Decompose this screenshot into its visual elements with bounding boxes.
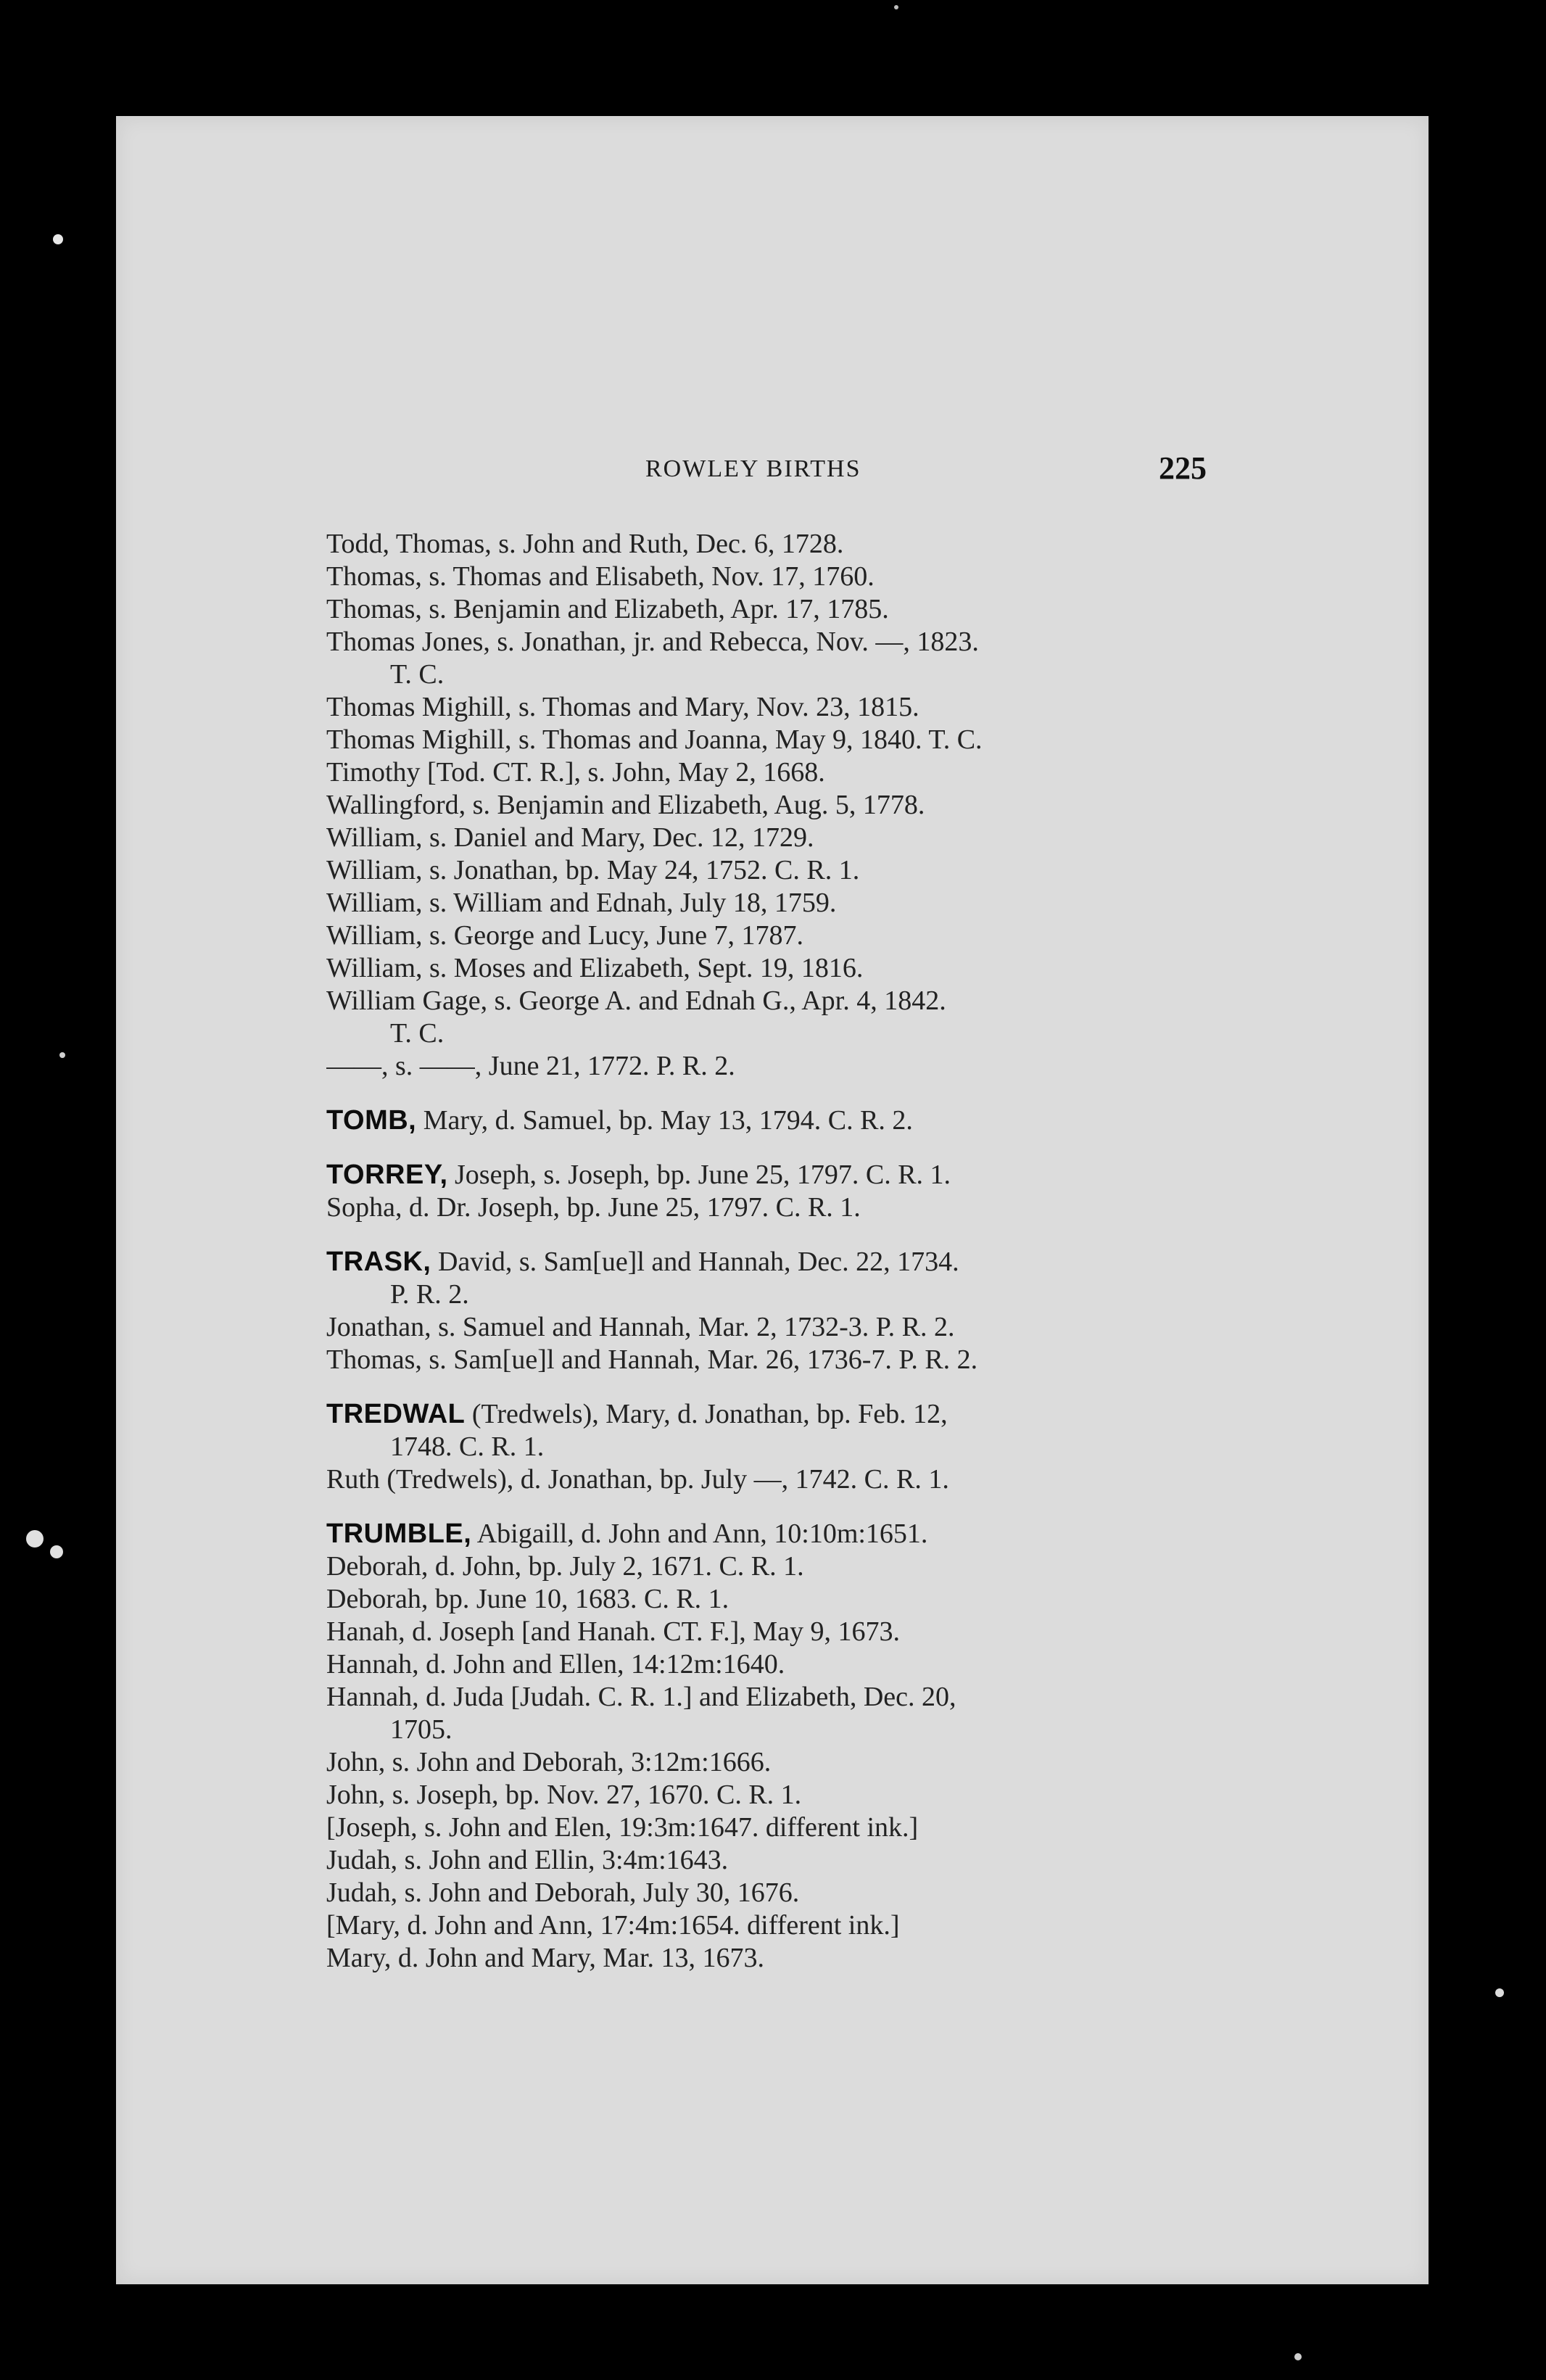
entry-line bbox=[326, 1344, 1356, 1376]
entry-text: Judah, s. John and Deborah, July 30, 1676. bbox=[326, 1877, 800, 1908]
surname-heading: TRASK, bbox=[326, 1247, 431, 1277]
surname-heading: TORREY, bbox=[326, 1160, 448, 1190]
entry-line bbox=[326, 1017, 1356, 1050]
entry-text: Judah, s. John and Ellin, 3:4m:1643. bbox=[326, 1845, 729, 1875]
entry-text: Ruth (Tredwels), d. Jonathan, bp. July —, 1742. C. R. 1. bbox=[326, 1464, 949, 1495]
entry-text: William, s. Jonathan, bp. May 24, 1752. C. R. 1. bbox=[326, 855, 860, 885]
entry-text: Todd, Thomas, s. John and Ruth, Dec. 6, 1728. bbox=[326, 529, 844, 559]
page-number: 225 bbox=[1159, 450, 1207, 486]
entry-text: William, s. Moses and Elizabeth, Sept. 19, 1816. bbox=[326, 953, 864, 983]
entry-text: William, s. George and Lucy, June 7, 1787. bbox=[326, 920, 804, 951]
entry-text: Timothy [Tod. CT. R.], s. John, May 2, 1668. bbox=[326, 757, 825, 788]
entry-line bbox=[326, 756, 1356, 789]
entry-line bbox=[326, 593, 1356, 626]
entry-line bbox=[326, 1550, 1356, 1583]
entry-text: Abigaill, d. John and Ann, 10:10m:1651. bbox=[471, 1519, 928, 1549]
entry-line bbox=[326, 1191, 1356, 1224]
entry-text: Joseph, s. Joseph, bp. June 25, 1797. C. R. 1. bbox=[447, 1160, 951, 1190]
surname-heading: TOMB, bbox=[326, 1105, 417, 1136]
entry-line bbox=[326, 854, 1356, 887]
entry-line bbox=[326, 1159, 1356, 1191]
entry-line bbox=[326, 1616, 1356, 1648]
entry-line bbox=[326, 724, 1356, 756]
entry-line bbox=[326, 561, 1356, 593]
entry-line bbox=[326, 528, 1356, 561]
entry-text: William, s. William and Ednah, July 18, 1759. bbox=[326, 888, 837, 918]
speck-left-2 bbox=[26, 1530, 44, 1548]
entry-text: (Tredwels), Mary, d. Jonathan, bp. Feb. 12, bbox=[465, 1399, 948, 1429]
entry-line bbox=[326, 1909, 1356, 1942]
entry-line bbox=[326, 985, 1356, 1017]
entry-list bbox=[326, 528, 1356, 1975]
entry-text: [Joseph, s. John and Elen, 19:3m:1647. different ink.] bbox=[326, 1812, 919, 1843]
surname-heading: TRUMBLE, bbox=[326, 1519, 472, 1549]
running-head: ROWLEY BIRTHS bbox=[645, 455, 861, 482]
entry-line bbox=[326, 1278, 1356, 1311]
speck-left-1 bbox=[53, 234, 63, 244]
speck-bottom-1 bbox=[1294, 2353, 1302, 2360]
speck-left-4 bbox=[59, 1052, 65, 1058]
entry-text: P. R. 2. bbox=[390, 1279, 469, 1310]
book-page bbox=[116, 116, 1429, 2284]
entry-line bbox=[326, 1779, 1356, 1811]
entry-line bbox=[326, 691, 1356, 724]
entry-text: Thomas, s. Sam[ue]l and Hannah, Mar. 26, 1736-7. P. R. 2. bbox=[326, 1344, 978, 1375]
entry-text: Jonathan, s. Samuel and Hannah, Mar. 2, 1732-3. P. R. 2. bbox=[326, 1312, 955, 1342]
entry-text: David, s. Sam[ue]l and Hannah, Dec. 22, 1734. bbox=[431, 1247, 959, 1277]
speck-right-1 bbox=[1495, 1988, 1504, 1997]
entry-text: Thomas Mighill, s. Thomas and Joanna, May 9, 1840. T. C. bbox=[326, 724, 983, 755]
entry-line bbox=[326, 952, 1356, 985]
page-header bbox=[116, 450, 1429, 496]
entry-line bbox=[326, 1844, 1356, 1877]
entry-text: Hannah, d. John and Ellen, 14:12m:1640. bbox=[326, 1649, 785, 1679]
entry-text: Thomas Mighill, s. Thomas and Mary, Nov. 23, 1815. bbox=[326, 692, 919, 722]
entry-line bbox=[326, 1648, 1356, 1681]
entry-line bbox=[326, 1518, 1356, 1550]
entry-line bbox=[326, 1942, 1356, 1975]
entry-text: 1748. C. R. 1. bbox=[390, 1431, 545, 1462]
entry-text: Mary, d. Samuel, bp. May 13, 1794. C. R. 2. bbox=[416, 1105, 913, 1136]
entry-text: ——, s. ——, June 21, 1772. P. R. 2. bbox=[326, 1051, 735, 1081]
entry-line bbox=[326, 1311, 1356, 1344]
entry-text: Thomas, s. Benjamin and Elizabeth, Apr. 17, 1785. bbox=[326, 594, 889, 624]
surname-heading: TREDWAL bbox=[326, 1399, 466, 1429]
entry-line bbox=[326, 1811, 1356, 1844]
entry-line bbox=[326, 1714, 1356, 1746]
entry-line bbox=[326, 658, 1356, 691]
entry-text: John, s. Joseph, bp. Nov. 27, 1670. C. R. 1. bbox=[326, 1780, 802, 1810]
entry-text: [Mary, d. John and Ann, 17:4m:1654. different ink.] bbox=[326, 1910, 900, 1941]
entry-text: T. C. bbox=[390, 1018, 445, 1049]
entry-text: William, s. Daniel and Mary, Dec. 12, 1729. bbox=[326, 822, 814, 853]
entry-line bbox=[326, 789, 1356, 822]
entry-line bbox=[326, 626, 1356, 658]
entry-line bbox=[326, 1050, 1356, 1083]
entry-text: John, s. John and Deborah, 3:12m:1666. bbox=[326, 1747, 772, 1777]
entry-text: Hannah, d. Juda [Judah. C. R. 1.] and Elizabeth, Dec. 20, bbox=[326, 1682, 956, 1712]
entry-line bbox=[326, 1463, 1356, 1496]
entry-line bbox=[326, 1746, 1356, 1779]
entry-line bbox=[326, 1681, 1356, 1714]
entry-text: Wallingford, s. Benjamin and Elizabeth, Aug. 5, 1778. bbox=[326, 790, 925, 820]
entry-line bbox=[326, 1583, 1356, 1616]
entry-text: Deborah, bp. June 10, 1683. C. R. 1. bbox=[326, 1584, 729, 1614]
speck-left-3 bbox=[50, 1545, 63, 1558]
entry-text: T. C. bbox=[390, 659, 445, 690]
entry-line bbox=[326, 920, 1356, 952]
entry-line bbox=[326, 1877, 1356, 1909]
entry-line bbox=[326, 887, 1356, 920]
entry-text: William Gage, s. George A. and Ednah G., Apr. 4, 1842. bbox=[326, 986, 946, 1016]
entry-line bbox=[326, 822, 1356, 854]
entry-line bbox=[326, 1246, 1356, 1278]
entry-line bbox=[326, 1431, 1356, 1463]
entry-text: 1705. bbox=[390, 1714, 452, 1745]
entry-text: Thomas, s. Thomas and Elisabeth, Nov. 17, 1760. bbox=[326, 561, 875, 592]
entry-text: Mary, d. John and Mary, Mar. 13, 1673. bbox=[326, 1943, 765, 1973]
speck-top-1 bbox=[894, 5, 898, 9]
entry-text: Hanah, d. Joseph [and Hanah. CT. F.], May 9, 1673. bbox=[326, 1616, 900, 1647]
entry-line bbox=[326, 1398, 1356, 1431]
entry-line bbox=[326, 1104, 1356, 1137]
entry-text: Sopha, d. Dr. Joseph, bp. June 25, 1797. C. R. 1. bbox=[326, 1192, 861, 1223]
entry-text: Thomas Jones, s. Jonathan, jr. and Rebecca, Nov. —, 1823. bbox=[326, 627, 979, 657]
entry-text: Deborah, d. John, bp. July 2, 1671. C. R. 1. bbox=[326, 1551, 804, 1582]
